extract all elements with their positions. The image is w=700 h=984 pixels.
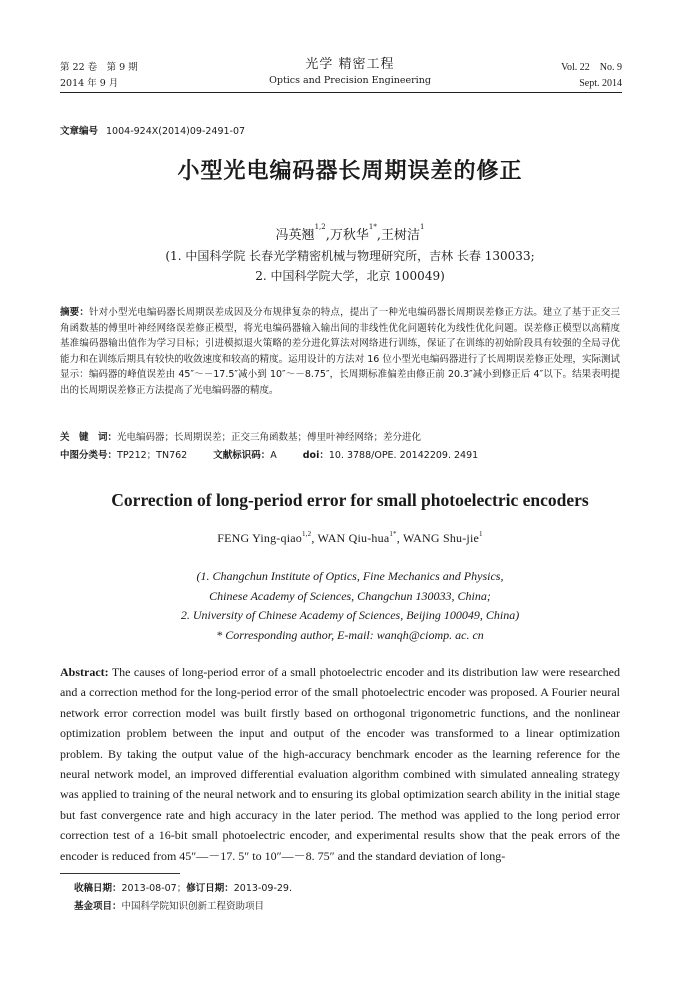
header-divider <box>60 92 622 93</box>
author-name: WAN Qiu-hua <box>317 531 390 545</box>
article-number <box>60 123 245 137</box>
revised-value: 2013-09-29. <box>233 883 292 894</box>
classification-line <box>60 448 620 464</box>
author-affiliation-mark: 1 <box>419 223 425 231</box>
footnote-dates <box>74 880 292 898</box>
author-affiliation-mark: 1* <box>389 530 397 538</box>
affiliations-en <box>0 567 700 645</box>
received-label: 收稿日期： <box>74 883 122 894</box>
clc-value: TP212；TN762 <box>117 450 188 461</box>
fund-value: 中国科学院知识创新工程资助项目 <box>121 901 265 912</box>
revised-label: 修订日期： <box>186 883 234 894</box>
author-affiliation-mark: 1,2 <box>314 223 326 231</box>
affiliation-line: (1. Changchun Institute of Optics, Fine Mechanics and Physics, <box>196 569 504 583</box>
doc-code-value: A <box>270 450 277 461</box>
abstract-en <box>60 662 620 866</box>
affiliations-cn <box>0 246 700 286</box>
header-volume-info-en <box>561 60 622 92</box>
author-name: 冯英翘 <box>275 228 315 243</box>
author-name: FENG Ying-qiao <box>217 531 302 545</box>
abstract-cn-label: 摘要： <box>60 307 89 318</box>
author-name: WANG Shu-jie <box>402 531 480 545</box>
author-separator: , <box>311 531 318 545</box>
corresponding-author: * Corresponding author, E-mail: wanqh@ciomp. ac. cn <box>216 627 484 642</box>
affiliation-line: (1. 中国科学院 长春光学精密机械与物理研究所，吉林 长春 130033; <box>165 249 535 263</box>
author-affiliation-mark: 1 <box>479 530 483 538</box>
header-volume-issue: 第 22 卷 第 9 期 <box>60 62 138 73</box>
title-cn: 小型光电编码器长周期误差的修正 <box>177 159 523 184</box>
abstract-cn-text: 针对小型光电编码器长周期误差成因及分布规律复杂的特点，提出了一种光电编码器长周期误差修正方法。建立了基于正交三角函数基的傅里叶神经网络误差修正模型，将光电编码器输入输出间的非线性优化问题转化为线性优化问题。误差修正模型以高精度基准编码器输出值作为学习目标；引进模拟退火策略的差分进化算法对网络进行训练，保证了在训练的初始阶段具有较强的全局寻优能力和在训练后期具有较快的收敛速度和较高的精度。运用设计的方法对 16 位小型光电编码器进行了长周期误差修正处理，实际测试显示：编码器的峰值误差由 45″～－17.5″减小到 10″～－8.75″，长周期标准偏差由修正前 20.3″减小到修正后 4″以下。结果表明提出的长周期误差修正方法提高了光电编码器的精度。 <box>60 307 620 396</box>
author-affiliation-mark: 1,2 <box>301 530 312 538</box>
keywords-cn <box>60 430 620 446</box>
article-number-label: 文章编号 <box>60 126 99 137</box>
author-affiliation-mark: 1* <box>368 223 377 231</box>
article-number-value: 1004-924X(2014)09-2491-07 <box>106 126 246 137</box>
author-separator: , <box>325 228 330 243</box>
affiliation-line: Chinese Academy of Sciences, Changchun 130033, China; <box>209 588 491 603</box>
affiliation-line: 2. University of Chinese Academy of Sciences, Beijing 100049, China) <box>180 608 520 622</box>
doc-code-label: 文献标识码： <box>213 450 271 461</box>
footnote <box>74 880 292 916</box>
abstract-en-text: The causes of long-period error of a small photoelectric encoder and its distribution law were researched and a correction method for the long-period error of the small photoelectric encoder was proposed. A Fourier neural network error correction model was built firstly based on orthogonal trigonometric functions, and the nonlinear optimization problem between the input and output of the encoder was transformed to a linear optimization problem. By taking the output value of the high-accuracy benchmark encoder as the learning reference for the neural network model, an improved differential evaluation algorithm combined with simulated annealing strategy was applied to training of the neural network and to ensuring its global optimization search ability in the initial stage but fast convergence rate and high accuracy in the later period. The method was applied to the long period error correction test of a 16-bit small photoelectric encoder, and experimental results show that the peak errors of the encoder is reduced from 45″—－17. 5″ to 10″—－8. 75″ and the standard deviation of long- <box>60 665 620 863</box>
header-vol-no: Vol. 22 No. 9 <box>561 62 622 73</box>
doi-value: 10. 3788/OPE. 20142209. 2491 <box>328 450 479 461</box>
journal-name <box>200 56 500 88</box>
fund-label: 基金项目： <box>74 901 122 912</box>
header-volume-info <box>60 60 138 92</box>
journal-name-en: Optics and Precision Engineering <box>269 75 431 86</box>
abstract-cn <box>60 305 620 399</box>
journal-name-cn: 光学 精密工程 <box>305 57 395 72</box>
header-date-cn: 2014 年 9 月 <box>60 78 119 89</box>
footnote-fund <box>74 898 292 916</box>
clc-label: 中图分类号： <box>60 450 118 461</box>
author-name: 万秋华 <box>329 228 369 243</box>
affiliation-line: 2. 中国科学院大学，北京 100049) <box>255 269 445 283</box>
keywords-text: 光电编码器；长周期误差；正交三角函数基；傅里叶神经网络；差分进化 <box>117 432 422 443</box>
received-value: 2013-08-07； <box>121 883 187 894</box>
header-date-en: Sept. 2014 <box>579 78 622 89</box>
footnote-divider <box>60 873 180 874</box>
author-separator: , <box>376 228 381 243</box>
authors-cn <box>0 224 700 243</box>
authors-en <box>0 531 700 546</box>
doi-label: doi： <box>302 450 329 461</box>
author-name: 王树洁 <box>380 228 420 243</box>
abstract-en-label: Abstract: <box>60 665 109 679</box>
author-separator: , <box>396 531 403 545</box>
title-en: Correction of long-period error for small photoelectric encoders <box>111 490 589 510</box>
keywords-label: 关 键 词： <box>60 432 118 443</box>
